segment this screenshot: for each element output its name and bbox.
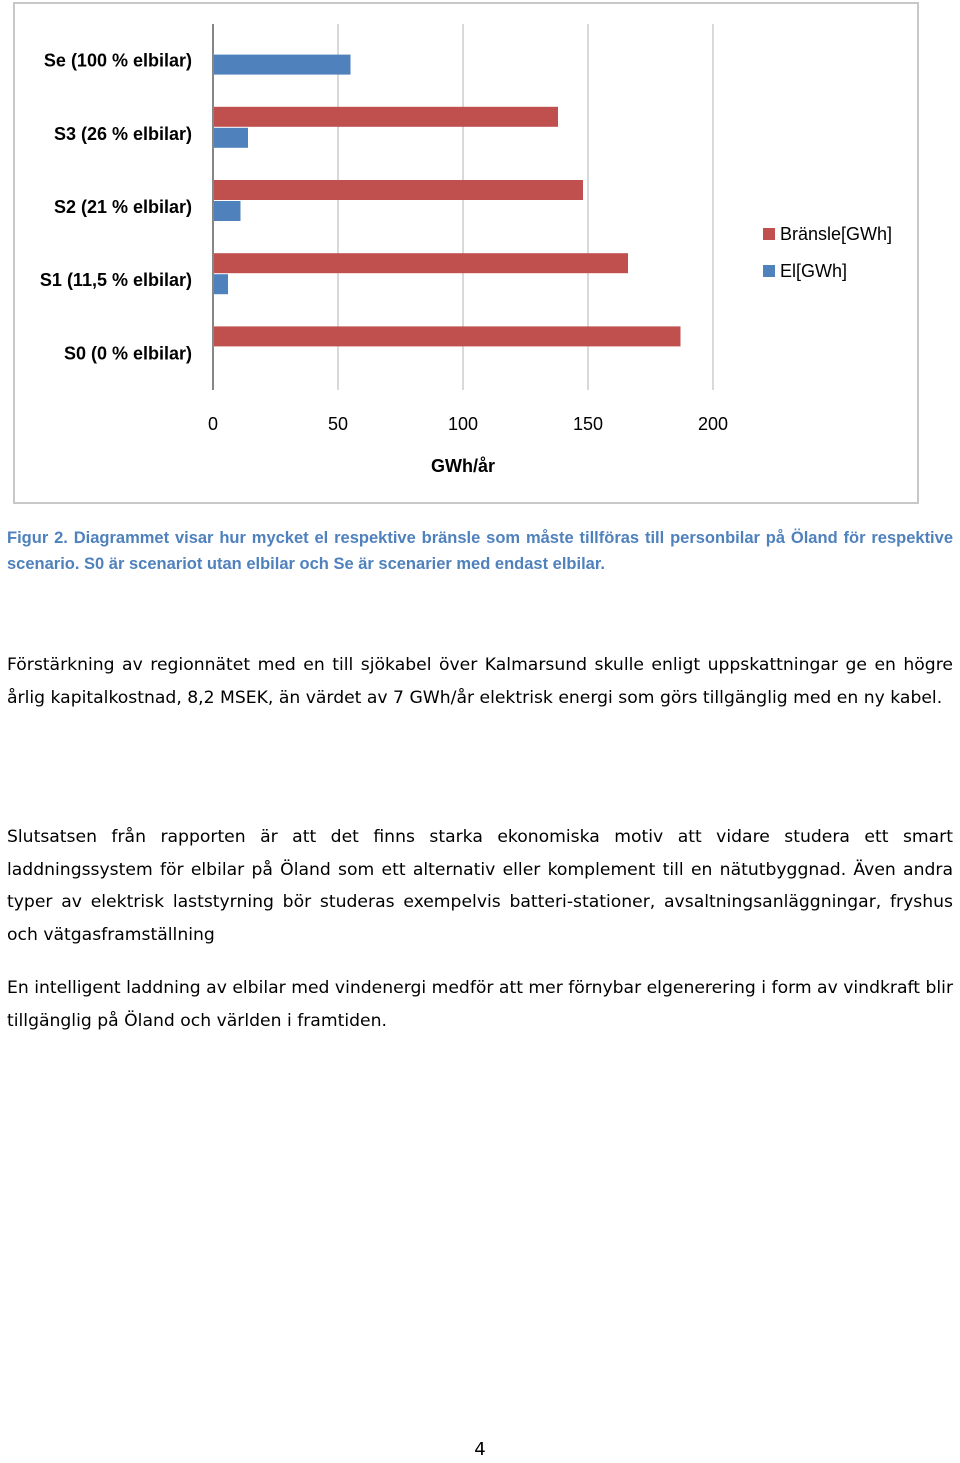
bar-el-3 bbox=[214, 128, 248, 148]
category-label-3: S3 (26 % elbilar) bbox=[53, 123, 192, 144]
bar-fuel-1 bbox=[214, 253, 628, 273]
bar-fuel-2 bbox=[214, 180, 583, 200]
bar-el-1 bbox=[214, 274, 228, 294]
paragraph-3: En intelligent laddning av elbilar med vindenergi medför att mer förnybar elgenerering i form av vindkraft blir tillgänglig på Öland och världen i framtiden. bbox=[7, 978, 954, 1031]
category-label-4: Se (100 % elbilar) bbox=[43, 50, 192, 71]
chart-container bbox=[13, 2, 919, 504]
bar-chart bbox=[15, 4, 917, 502]
category-label-2: S2 (21 % elbilar) bbox=[53, 197, 192, 217]
paragraph-1: Förstärkning av regionnätet med en till sjökabel över Kalmarsund skulle enligt uppskattningar ge en högre årlig kapitalkostnad, 8,2 MSEK, än värdet av 7 GWh/år elektrisk energi som görs tillgänglig med en ny kabel. bbox=[7, 655, 953, 708]
x-tick-label-100: 100 bbox=[447, 414, 479, 434]
x-tick-label-200: 200 bbox=[697, 414, 729, 434]
category-label-0: S0 (0 % elbilar) bbox=[63, 343, 192, 364]
x-tick-label-150: 150 bbox=[572, 414, 604, 434]
paragraph-2: Slutsatsen från rapporten är att det finns starka ekonomiska motiv att vidare studera ett smart laddningssystem för elbilar på Öland som ett alternativ eller komplement till en nätutbyggnad. Även andra typer av elektrisk laststyrning bör studeras exempelvis batteri-stationer, avsaltningsanläggningar, fryshus och vätgasframställning bbox=[7, 827, 953, 945]
x-tick-label-50: 50 bbox=[327, 414, 349, 434]
x-axis-title: GWh/år bbox=[430, 456, 496, 476]
bar-fuel-0 bbox=[214, 326, 681, 346]
page-number: 4 bbox=[474, 1439, 486, 1460]
category-label-1: S1 (11,5 % elbilar) bbox=[39, 270, 192, 291]
x-tick-label-0: 0 bbox=[207, 414, 219, 434]
legend-swatch-1 bbox=[763, 265, 775, 277]
legend-swatch-0 bbox=[763, 228, 775, 240]
bar-fuel-3 bbox=[214, 107, 558, 127]
figure-caption: Figur 2. Diagrammet visar hur mycket el respektive bränsle som måste tillföras till personbilar på Öland för respektive scenario. S0 är scenariot utan elbilar och Se är scenarier med endast elbilar. bbox=[7, 529, 953, 573]
legend-label-0: Bränsle[GWh] bbox=[780, 224, 893, 244]
bar-el-2 bbox=[214, 201, 241, 221]
legend-label-1: El[GWh] bbox=[780, 261, 848, 281]
bar-el-4 bbox=[214, 55, 351, 75]
